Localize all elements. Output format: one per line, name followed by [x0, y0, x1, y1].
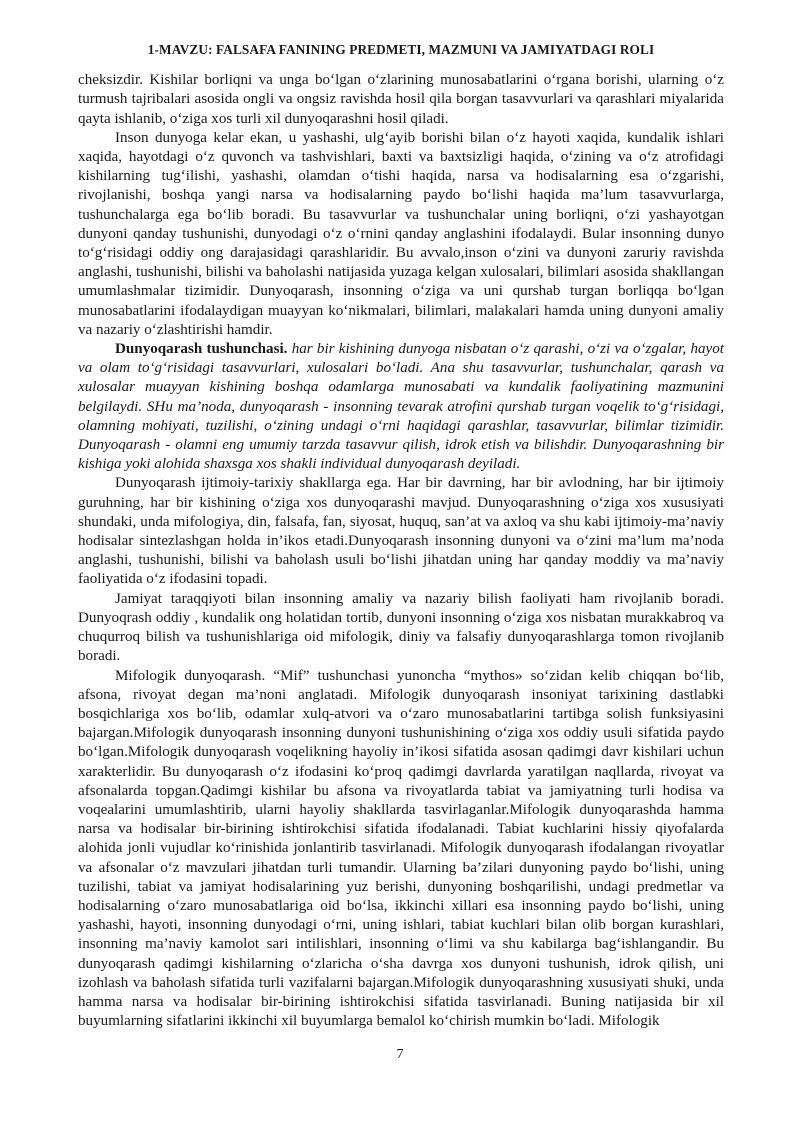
document-page	[78, 40, 724, 1031]
paragraph-continuation: cheksizdir. Kishilar borliqni va unga bo‘lgan o‘zlarining munosabatlarini o‘rgana borishi, ularning o‘z turmush tajribalari asosida ongli va ongsiz ravishda hosil qila borgan tasavvurlari va qarashlari miyalarida qayta ishlanib, o‘ziga xos turli xil dunyoqarashni hosil qiladi.	[78, 72, 724, 127]
page-header-title: 1-MAVZU: FALSAFA FANINING PREDMETI, MAZMUNI VA JAMIYATDAGI ROLI	[147, 42, 655, 57]
definition-text: har bir kishining dunyoga nisbatan o‘z qarashi, o‘zi va o‘zgalar, hayot va olam to‘g‘risidagi tasavvurlari, xulosalari bo‘ladi. Ana shu tasavvurlar, tushunchalar, qarash va xulosalar muayyan kishining boshqa odamlarga munosabati va kundalik faoliyatining mazmunini belgilaydi. SHu ma’noda, dunyoqarash - insonning tevarak atrofini qurshab turgan voqelik to‘g‘risidagi, olamning mohiyati, tuzilishi, o‘zining undagi o‘rni haqidagi qarashlar, tasavvurlar, bilimlar tizimidir. Dunyoqarash - olamni eng umumiy tarzda tasavvur qilish, idrok etish va bilishdir. Dunyoqarashning bir kishiga yoki alohida shaxsga xos shakli individual dunyoqarash deyiladi.	[78, 341, 724, 473]
page-number: 7	[396, 1047, 404, 1062]
paragraph-definition	[78, 340, 724, 474]
definition-term: Dunyoqarash tushunchasi.	[115, 341, 288, 358]
paragraph-mifologik: Mifologik dunyoqarash. “Mif” tushunchasi yunoncha “mythos» so‘zidan kelib chiqqan bo‘lib, afsona, rivoyat degan ma’noni anglatadi. Mifologik dunyoqarash insoniyat tarixining dastlabki bosqichlariga xos bo‘lib, odamlar xulq-atvori va o‘zaro munosabatlarini tartibga solish funksiyasini bajargan.Mifologik dunyoqarash insonning dunyoni tushunishining o‘ziga xos oddiy usuli sifatida paydo bo‘lgan.Mifologik dunyoqarash voqelikning hayoliy in’ikosi sifatida asosan qadimgi davr kishilari uchun xarakterlidir. Bu dunyoqarash o‘z ifodasini ko‘proq qadimgi davrlarda yaratilgan naqllarda, rivoyat va afsonalarda topgan.Qadimgi kishilar bu afsona va rivoyatlarda tabiat va jamiyatning turli hodisa va voqealarini umumlashtirib, ularni hayoliy shakllarda tasvirlaganlar.Mifologik dunyoqarashda hamma narsa va hodisalar bir-birining ishtirokchisi sifatida ifodalanadi. Tabiat kuchlarini hissiy qiyofalarda alohida jonli vujudlar ko‘rinishida jonlantirib tasvirlanadi. Mifologik dunyoqarash ifodalangan rivoyatlar va afsonalar o‘z mavzulari jihatdan turli tumandir. Ularning ba’zilari dunyoning paydo bo‘lishi, uning tuzilishi, tabiat va jamiyat hodisalarining yuz berishi, dunyoning boshqarilishi, undagi predmetlar va hodisalarning o‘zaro munosabatlariga oid bo‘lsa, ikkinchi xillari esa insonning paydo bo‘lishi, uning yashashi, hayoti, insonning dunyodagi o‘rni, uning ishlari, tabiat kuchlari bilan olib borgan kurashlari, insonning ma’naviy kamolot sari intilishlari, insonning o‘limi va shu kabilarga bag‘ishlangandir. Bu dunyoqarash qadimgi kishilarning o‘zlaricha o‘sha davrga xos dunyoni tushunish, idrok qilish, uni izohlash va baholash sifatida turli vazifalarni bajargan.Mifologik dunyoqarashning xususiyati shuki, unda hamma narsa va hodisalar bir-birining ishtirokchisi sifatida tasvirlanadi. Buning natijasida bir xil buyumlarning sifatlarini ikkinchi xil buyumlarga bemalol ko‘chirish mumkin bo‘ladi. Mifologik	[78, 667, 724, 1030]
paragraph-ijtimoiy-tarixiy: Dunyoqarash ijtimoiy-tarixiy shakllarga ega. Har bir davrning, har bir avlodning, har bir ijtimoiy guruhning, har bir kishining o‘ziga xos dunyoqarashi mavjud. Dunyoqarashning o‘ziga xos xususiyati shundaki, unda mifologiya, din, falsafa, fan, siyosat, huquq, san’at va axloq va shu kabi ijtimoiy-ma’naviy hodisalar sintezlashgan holda in’ikos etadi.Dunyoqarash insonning dunyoni va o‘zini ma’lum ma’noda anglashi, tushunishi, bilishi va baholash usuli bo‘lishi jihatdan uning har qanday moddiy va ma’naviy faoliyatida o‘z ifodasini topadi.	[78, 475, 724, 588]
paragraph-jamiyat-taraqqiyoti: Jamiyat taraqqiyoti bilan insonning amaliy va nazariy bilish faoliyati ham rivojlanib boradi. Dunyoqrash oddiy , kundalik ong holatidan tortib, dunyoni insonning o‘ziga xos nisbatan murakkabroq va chuqurroq bilish va tushunishlariga oid mifologik, diniy va falsafiy dunyoqarashlarga tomon rivojlanib boradi.	[78, 590, 724, 665]
paragraph-inson-dunyoga: Inson dunyoga kelar ekan, u yashashi, ulg‘ayib borishi bilan o‘z hayoti xaqida, kundalik ishlari xaqida, hayotdagi o‘z quvonch va tashvishlari, baxti va baxtsizligi haqida, o‘zining va o‘z atrofidagi kishilarning tug‘ilishi, yashashi, olamdan o‘tishi haqida, narsa va hodisalarning esa o‘zgarishi, rivojlanishi, boshqa yangi narsa va hodisalarning paydo bo‘lishi haqida ma’lum tasavvurlarga, tushunchalarga ega bo‘lib boradi. Bu tasavvurlar va tushunchalar uning borliqni, o‘zi yashayotgan dunyoni qanday tushunishi, dunyodagi o‘z o‘rnini qanday anglashini ifodalaydi. Bular insonning dunyo to‘g‘risidagi oddiy ong darajasidagi qarashlaridir. Bu avvalo,inson o‘zini va dunyoni zaruriy ravishda anglashi, tushunishi, bilishi va baholashi natijasida yuzaga kelgan xulosalari, bilimlari asosida shakllangan umumlashmalar tizimidir. Dunyoqarash, insonning o‘ziga va uni qurshab turgan borliqqa bo‘lgan munosabatlarini ifodalaydigan muayyan ko‘nikmalari, bilimlari, malakalari hamda uning dunyoni amaliy va nazariy o‘zlashtirishi hamdir.	[78, 129, 724, 338]
